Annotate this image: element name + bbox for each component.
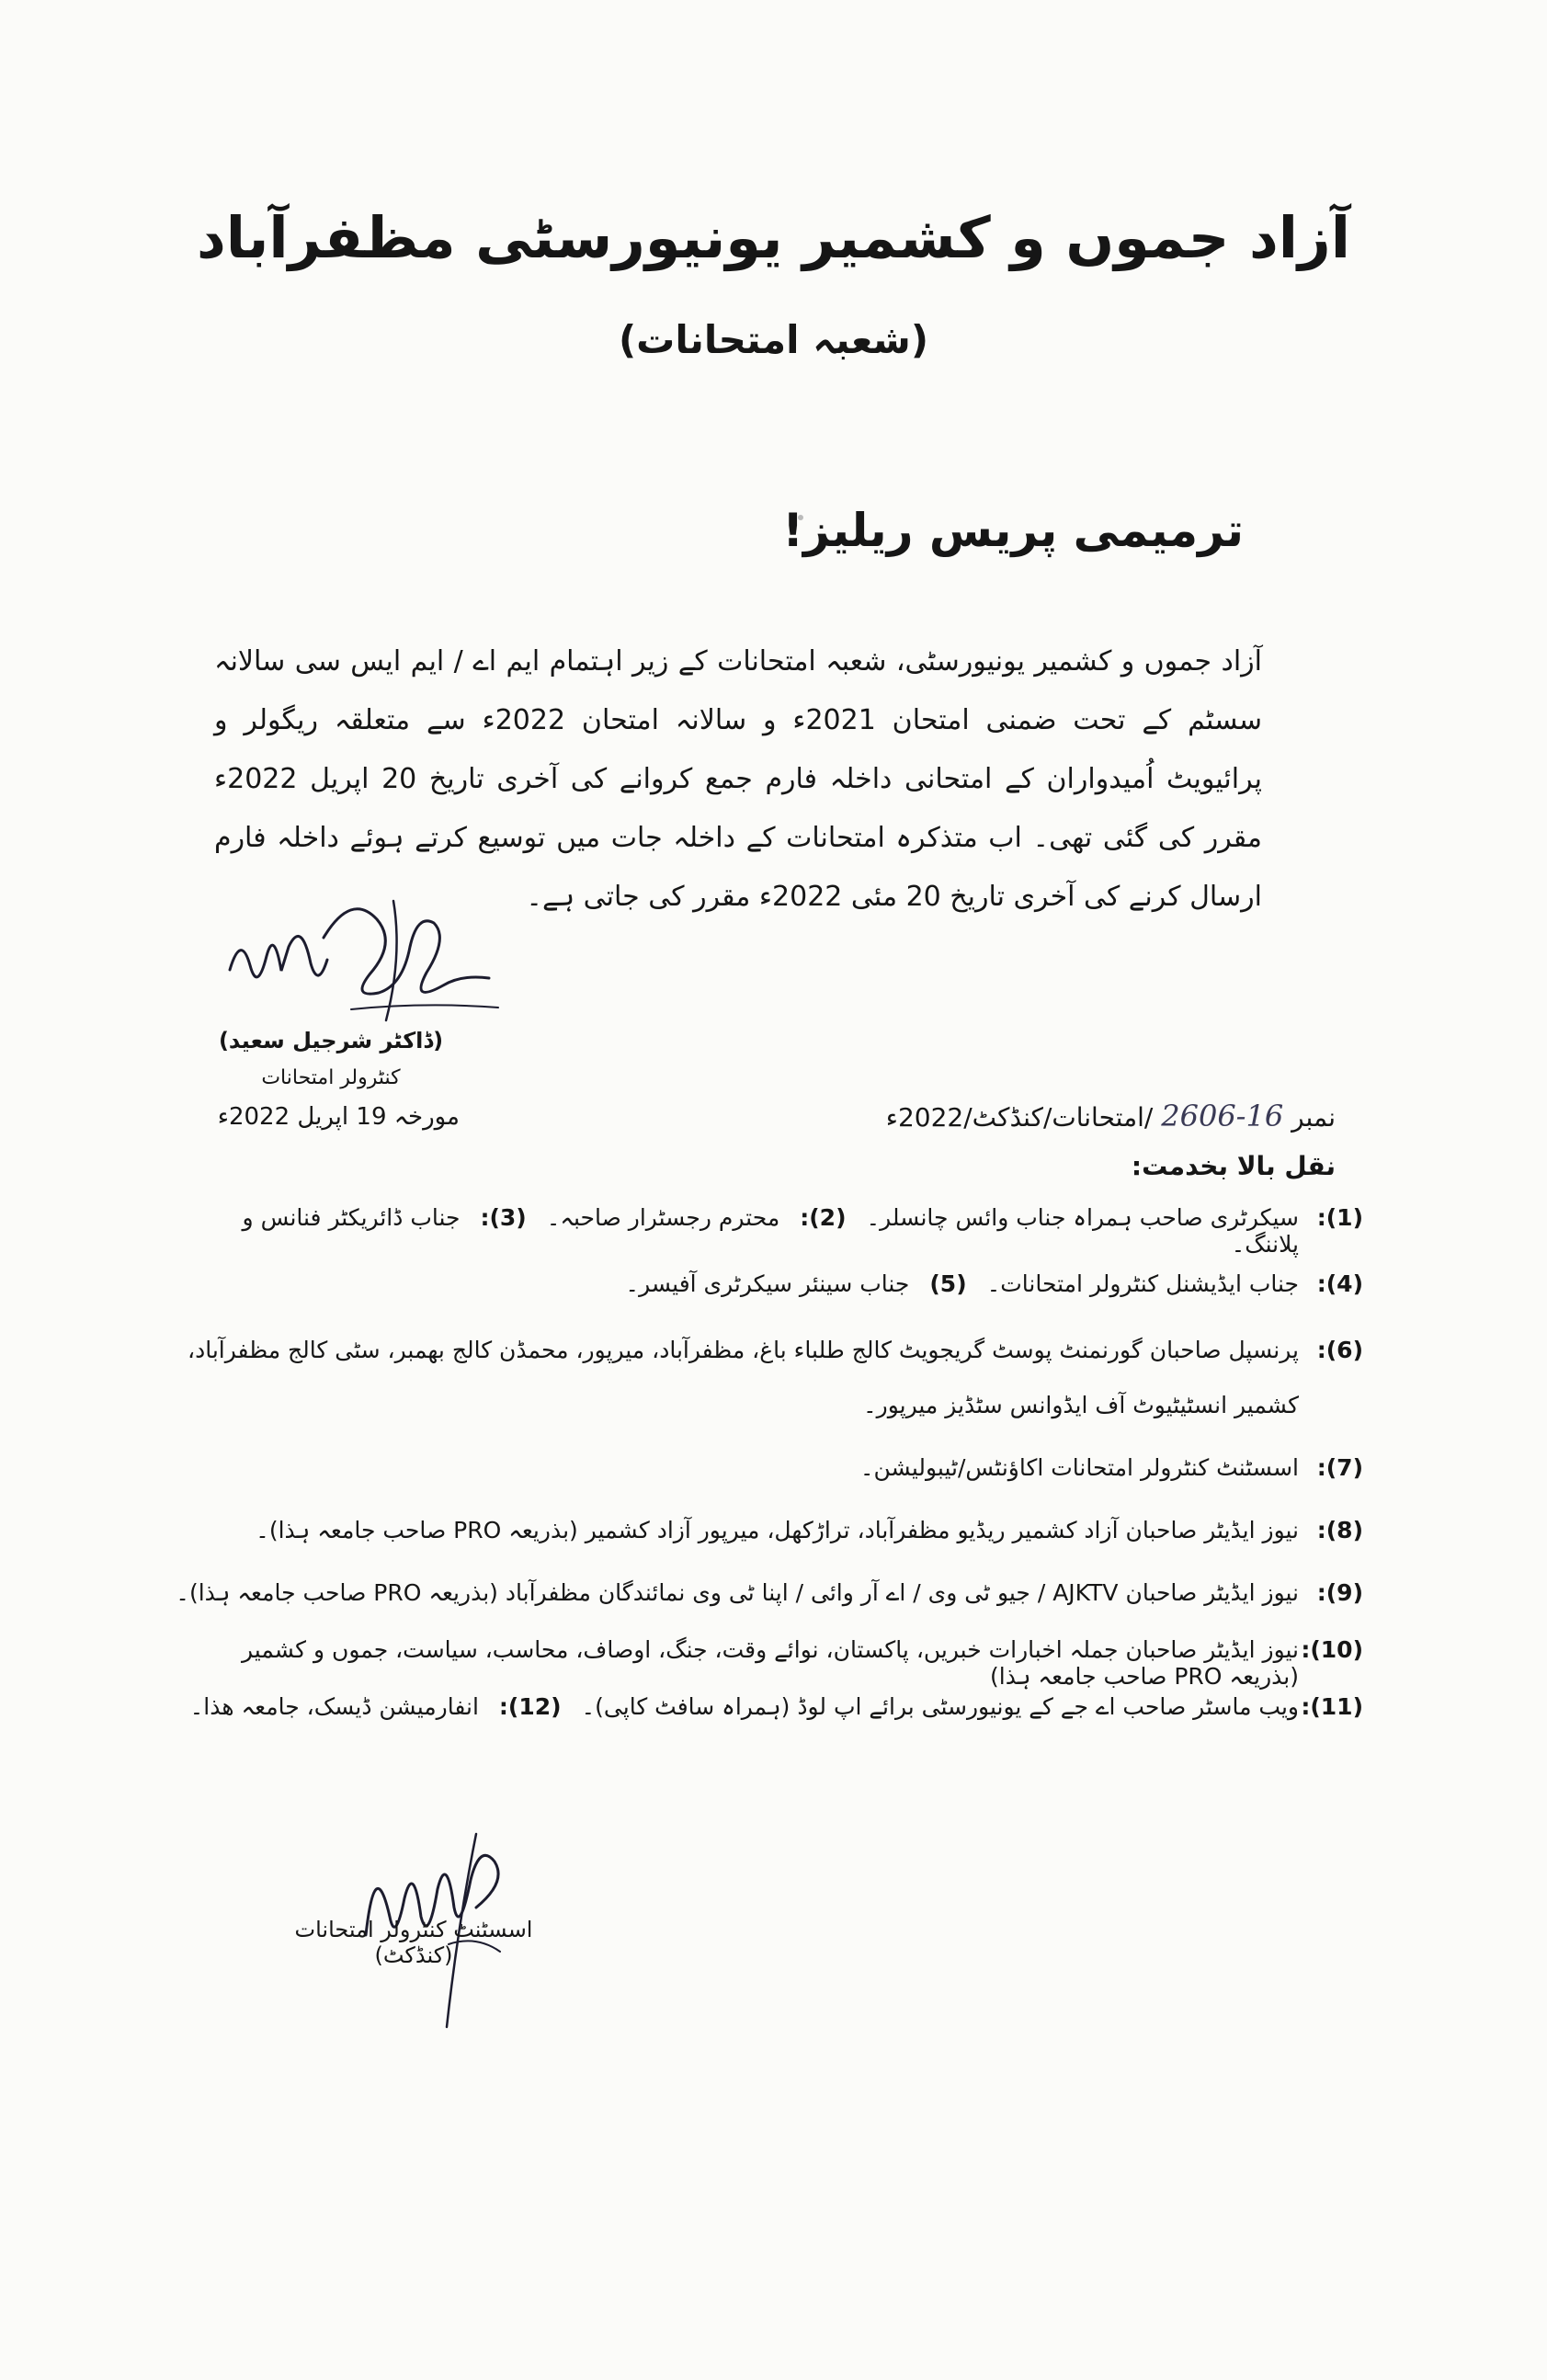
list-item-number: (9): — [1316, 1579, 1363, 1606]
list-item-part: سیکرٹری صاحب ہمراہ جناب وائس چانسلر۔ — [866, 1204, 1299, 1231]
list-item — [168, 1636, 1363, 1690]
list-item-part: (2): — [800, 1204, 847, 1231]
list-item-number: (6): — [1316, 1337, 1363, 1363]
press-release-heading: ترمیمی پریس ریلیز! — [782, 504, 1244, 557]
reference-handwritten-number: 16-2606 — [1161, 1099, 1284, 1133]
department-subtitle: (شعبہ امتحانات) — [618, 317, 929, 362]
list-item-part: جناب سینئر سیکرٹری آفیسر۔ — [625, 1270, 910, 1297]
list-item-text — [168, 1693, 1299, 1720]
list-item — [168, 1337, 1363, 1363]
list-item-text: اسسٹنٹ کنٹرولر امتحانات اکاؤنٹس/ٹیبولیشن۔ — [859, 1454, 1299, 1481]
signatory-role: کنٹرولر امتحانات — [261, 1066, 401, 1089]
list-item — [168, 1693, 1363, 1720]
university-title: آزاد جموں و کشمیر یونیورسٹی مظفرآباد — [196, 204, 1350, 271]
list-item-number: (4): — [1316, 1270, 1363, 1297]
list-item-text: پرنسپل صاحبان گورنمنٹ پوسٹ گریجویٹ کالج طلباء باغ، مظفرآباد، میرپور، محمڈن کالج بھمبر، سٹی کالج مظفرآباد، — [188, 1337, 1299, 1363]
reference-rest: /امتحانات/کنڈکٹ/2022ء — [885, 1102, 1154, 1133]
assistant-controller-role: اسسٹنٹ کنٹرولر امتحانات (کنڈکٹ) — [294, 1917, 533, 1968]
issue-date: مورخہ 19 اپریل 2022ء — [217, 1103, 460, 1131]
list-item — [168, 1392, 1363, 1418]
reference-prefix: نمبر — [1291, 1102, 1336, 1133]
list-item — [168, 1204, 1363, 1258]
list-item-number — [1299, 1392, 1363, 1418]
list-item-text — [168, 1270, 1299, 1297]
list-item-part: جناب ایڈیشنل کنٹرولر امتحانات۔ — [986, 1270, 1299, 1297]
list-item-text: نیوز ایڈیٹر صاحبان جملہ اخبارات خبریں، پاکستان، نوائے وقت، جنگ، اوصاف، محاسب، سیاست، جموں و کشمیر (بذریعہ PRO صاحب جامعہ ہذا) — [242, 1636, 1299, 1690]
list-item-text — [168, 1204, 1299, 1258]
list-item-text: نیوز ایڈیٹر صاحبان آزاد کشمیر ریڈیو مظفرآباد، تراڑکھل، میرپور آزاد کشمیر (بذریعہ PRO صاحب جامعہ ہذا)۔ — [256, 1517, 1299, 1543]
list-item-text: نیوز ایڈیٹر صاحبان AJKTV / جیو ٹی وی / اے آر وائی / اپنا ٹی وی نمائندگان مظفرآباد (بذریعہ PRO صاحب جامعہ ہذا)۔ — [176, 1579, 1299, 1606]
list-item-part: (12): — [498, 1693, 562, 1720]
signatory-name: (ڈاکٹر شرجیل سعید) — [218, 1028, 444, 1053]
list-item-part: ویب ماسٹر صاحب اے جے کے یونیورسٹی برائے اپ لوڈ (ہمراہ سافٹ کاپی)۔ — [581, 1693, 1299, 1720]
list-item-part: (5) — [929, 1270, 967, 1297]
list-item-number: (1): — [1316, 1204, 1363, 1231]
list-item-part: محترم رجسٹرار صاحبہ۔ — [546, 1204, 780, 1231]
list-item — [168, 1579, 1363, 1606]
list-item-number: (11): — [1301, 1693, 1363, 1720]
list-item — [168, 1454, 1363, 1481]
list-item-part: (3): — [480, 1204, 527, 1231]
list-item — [168, 1517, 1363, 1543]
controller-signature — [213, 883, 507, 1048]
list-item-part: انفارمیشن ڈیسک، جامعہ ھذا۔ — [189, 1693, 479, 1720]
copy-to-label: نقل بالا بخدمت: — [1131, 1151, 1336, 1181]
press-release-body: آزاد جموں و کشمیر یونیورسٹی، شعبہ امتحانات کے زیر اہتمام ایم اے / ایم ایس سی سالانہ سسٹم کے تحت ضمنی امتحان 2021ء و سالانہ امتحان 2022ء سے متعلقہ ریگولر و پرائیویٹ اُمیدواران کے امتحانی داخلہ فارم جمع کروانے کی آخری تاریخ 20 اپریل 2022ء مقرر کی گئی تھی۔ اب متذکرہ امتحانات کے داخلہ جات میں توسیع کرتے ہوئے داخلہ فارم ارسال کرنے کی آخری تاریخ 20 مئی 2022ء مقرر کی جاتی ہے۔ — [214, 645, 1262, 913]
list-item-text: کشمیر انسٹیٹیوٹ آف ایڈوانس سٹڈیز میرپور۔ — [863, 1392, 1299, 1418]
list-item-number: (8): — [1316, 1517, 1363, 1543]
reference-number — [886, 1099, 1336, 1133]
list-item — [168, 1270, 1363, 1297]
list-item-number: (7): — [1316, 1454, 1363, 1481]
list-item-number: (10): — [1301, 1636, 1363, 1663]
list-item-part: جناب ڈائریکٹر فنانس و پلاننگ۔ — [242, 1204, 1299, 1258]
